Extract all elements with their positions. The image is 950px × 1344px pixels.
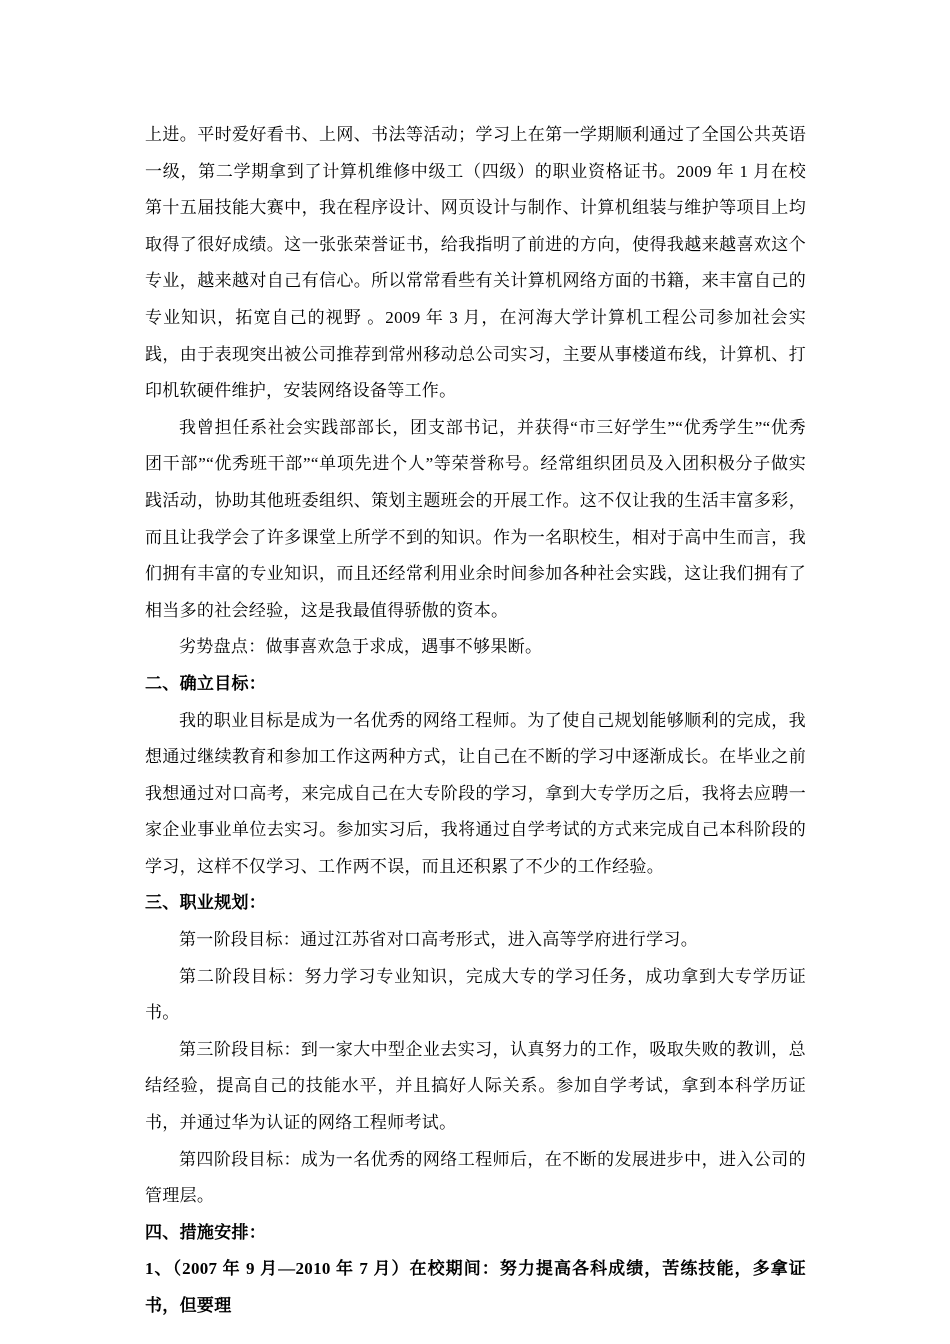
heading-section-4-measures [145, 1215, 806, 1252]
text-run: 我的职业目标是成为一名优秀的网络工程师。为了使自己规划能够顺利的完成，我想通过继续教育和参加工作这两种方式，让自己在不断的学习中逐渐成长。在毕业之前我想通过对口高考，来完成自己在大专阶段的学习，拿到大专学历之后，我将去应聘一家企业事业单位去实习。参加实习后，我将通过自学考试的方式来完成自己本科阶段的学习，这样不仅学习、工作两不误，而且还积累了不少的工作经验。 [145, 710, 806, 876]
text-run: 三、职业规划： [145, 893, 267, 913]
para-measure-1 [145, 1251, 806, 1324]
text-run: 上进。平时爱好看书、上网、书法等活动；学习上在第一学期顺利通过了全国公共英语一级，第二学期拿到了计算机维修中级工（四级）的职业资格证书。2009 年 1 月在校第十五届技能大赛中，我在程序设计、网页设计与制作、计算机组装与维护等项目上均取得了很好成绩。这一张张荣誉证书，给我指明了前进的方向，使得我越来越喜欢这个专业，越来越对自己有信心。所以常常看些有关计算机网络方面的书籍，来丰富自己的专业知识，拓宽自己的视野 。2009 年 3 月，在河海大学计算机工程公司参加社会实践，由于表现突出被公司推荐到常州移动总公司实习，主要从事楼道布线，计算机、打印机软硬件维护，安装网络设备等工作。 [145, 125, 806, 401]
para-honors-experience [145, 410, 806, 630]
text-run: 劣势盘点：做事喜欢急于求成，遇事不够果断。 [179, 637, 543, 657]
heading-section-3-plan [145, 885, 806, 922]
text-run: 第四阶段目标：成为一名优秀的网络工程师后，在不断的发展进步中，进入公司的管理层。 [145, 1149, 806, 1206]
heading-section-2-goals [145, 666, 806, 703]
para-stage-1 [145, 922, 806, 959]
para-weakness [145, 629, 806, 666]
text-run: 第二阶段目标：努力学习专业知识，完成大专的学习任务，成功拿到大专学历证书。 [145, 966, 806, 1023]
text-run: 我曾担任系社会实践部部长，团支部书记，并获得“市三好学生”“优秀学生”“优秀团干部”“优秀班干部”“单项先进个人”等荣誉称号。经常组织团员及入团积极分子做实践活动，协助其他班委组织、策划主题班会的开展工作。这不仅让我的生活丰富多彩，而且让我学会了许多课堂上所学不到的知识。作为一名职校生，相对于高中生而言，我们拥有丰富的专业知识，而且还经常利用业余时间参加各种社会实践，这让我们拥有了相当多的社会经验，这是我最值得骄傲的资本。 [145, 417, 806, 620]
text-run: 四、措施安排： [145, 1222, 267, 1242]
document-content [145, 117, 806, 1325]
para-stage-3 [145, 1032, 806, 1142]
para-stage-4 [145, 1142, 806, 1215]
para-stage-2 [145, 959, 806, 1032]
text-run: 第三阶段目标：到一家大中型企业去实习，认真努力的工作，吸取失败的教训，总结经验，提高自己的技能水平，并且搞好人际关系。参加自学考试，拿到本科学历证书，并通过华为认证的网络工程师考试。 [145, 1039, 806, 1133]
para-continuation-achievements [145, 117, 806, 410]
text-run: 第一阶段目标：通过江苏省对口高考形式，进入高等学府进行学习。 [179, 930, 698, 950]
text-run: 1、（2007 年 9 月—2010 年 7 月）在校期间：努力提高各科成绩，苦练技能，多拿证书，但要理 [145, 1259, 806, 1315]
text-run: 二、确立目标： [145, 673, 267, 693]
para-career-goal [145, 703, 806, 886]
